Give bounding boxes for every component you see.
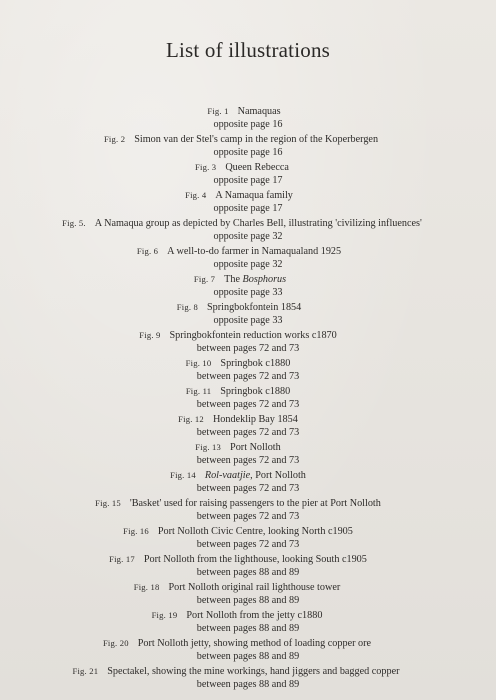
page-reference: between pages 72 and 73: [196, 343, 300, 354]
page-reference: opposite page 32: [213, 231, 283, 242]
figure-number: Fig. 19: [151, 610, 178, 620]
caption-italic-text: Rol-vaatjie: [204, 470, 251, 481]
list-item: [0, 580, 496, 608]
figure-number: Fig. 18: [133, 582, 160, 592]
caption-text: Springbokfontein 1854: [207, 302, 302, 313]
list-item: [0, 272, 496, 300]
figure-number: Fig. 10: [185, 358, 212, 368]
figure-number: Fig. 21: [72, 666, 99, 676]
list-item: [0, 384, 496, 412]
list-item: [0, 412, 496, 440]
page-reference: between pages 88 and 89: [196, 679, 300, 690]
list-item: [0, 524, 496, 552]
caption-line: [0, 244, 487, 258]
caption-text: The: [224, 274, 243, 285]
caption-line: [0, 356, 486, 370]
figure-number: Fig. 16: [123, 526, 149, 536]
caption-line: [0, 636, 485, 650]
list-item: [0, 468, 496, 496]
caption-line: [0, 188, 487, 202]
list-item: [0, 328, 496, 356]
caption-text: Port Nolloth original rail lighthouse tower: [168, 582, 341, 593]
caption-text: Springbok c1880: [220, 358, 291, 369]
caption-line: [0, 412, 486, 426]
list-item: [0, 132, 496, 160]
figure-number: Fig. 4: [185, 190, 207, 200]
list-item: [0, 496, 496, 524]
caption-line: [0, 132, 489, 146]
caption-text-suffix: , Port Nolloth: [250, 470, 306, 481]
caption-text: A Namaqua family: [215, 190, 293, 201]
caption-line: [0, 664, 484, 678]
page-reference: between pages 88 and 89: [196, 651, 300, 662]
list-item: [0, 244, 496, 272]
caption-line: [0, 496, 486, 510]
page-reference: between pages 72 and 73: [196, 371, 300, 382]
list-item: [0, 636, 496, 664]
page-reference: opposite page 16: [213, 147, 283, 158]
page-reference: between pages 72 and 73: [196, 427, 300, 438]
page-title: List of illustrations: [165, 38, 331, 62]
page-reference: opposite page 17: [213, 175, 283, 186]
caption-line: [0, 384, 486, 398]
list-item: [0, 160, 496, 188]
caption-text: Port Nolloth jetty, showing method of loading copper ore: [137, 638, 372, 649]
page-reference: between pages 72 and 73: [196, 483, 300, 494]
caption-line: [0, 104, 492, 118]
list-item: [0, 188, 496, 216]
caption-text: 'Basket' used for raising passengers to the pier at Port Nolloth: [129, 498, 381, 509]
page-reference: opposite page 33: [213, 315, 283, 326]
caption-text: Springbok c1880: [220, 386, 291, 397]
caption-italic-text: Bosphorus: [242, 274, 287, 285]
caption-text: Port Nolloth from the jetty c1880: [186, 610, 323, 621]
caption-text: Port Nolloth Civic Centre, looking North c1905: [157, 526, 353, 537]
caption-line: [0, 552, 486, 566]
figure-number: Fig. 1: [207, 106, 229, 116]
list-item: [0, 552, 496, 580]
page-reference: opposite page 17: [213, 203, 283, 214]
list-item: [0, 300, 496, 328]
page-reference: opposite page 32: [213, 259, 283, 270]
list-item: [0, 608, 496, 636]
illustrations-list: [0, 104, 496, 692]
page-reference: between pages 72 and 73: [196, 399, 300, 410]
figure-number: Fig. 7: [193, 274, 216, 284]
figure-number: Fig. 6: [136, 246, 159, 256]
page-reference: between pages 72 and 73: [196, 455, 300, 466]
caption-line: [0, 580, 485, 594]
figure-number: Fig. 12: [178, 414, 204, 424]
caption-line: [0, 272, 488, 286]
figure-number: Fig. 9: [139, 330, 161, 340]
figure-number: Fig. 8: [176, 302, 199, 312]
figure-number: Fig. 17: [109, 554, 135, 564]
caption-text: Springbokfontein reduction works c1870: [169, 330, 337, 341]
caption-text: A well-to-do farmer in Namaqualand 1925: [167, 246, 342, 257]
figure-number: Fig. 13: [195, 442, 222, 452]
caption-line: [0, 608, 485, 622]
caption-line: [0, 440, 486, 454]
caption-text: Queen Rebecca: [225, 162, 289, 173]
caption-line: [0, 328, 486, 342]
caption-line: [0, 160, 490, 174]
caption-line: [0, 468, 486, 482]
page-reference: between pages 88 and 89: [196, 567, 300, 578]
page-reference: opposite page 33: [213, 287, 283, 298]
caption-text: Hondeklip Bay 1854: [212, 414, 298, 425]
caption-text: Simon van der Stel's camp in the region of the Koperbergen: [134, 134, 379, 145]
figure-number: Fig. 15: [95, 498, 121, 508]
figure-number: Fig. 2: [103, 134, 126, 144]
caption-text: Namaquas: [237, 106, 281, 117]
caption-line: [0, 524, 486, 538]
caption-text: Spectakel, showing the mine workings, hand jiggers and bagged copper: [107, 666, 400, 677]
figure-number: Fig. 3: [195, 162, 217, 172]
figure-number: Fig. 11: [185, 386, 212, 396]
page-reference: between pages 88 and 89: [196, 595, 300, 606]
page-reference: between pages 72 and 73: [196, 539, 300, 550]
caption-text: Port Nolloth from the lighthouse, looking South c1905: [143, 554, 367, 565]
page-reference: between pages 72 and 73: [196, 511, 300, 522]
caption-line: [0, 300, 487, 314]
caption-text: Port Nolloth: [230, 442, 281, 453]
list-item: [0, 664, 496, 692]
list-item: [0, 440, 496, 468]
page-reference: opposite page 16: [213, 119, 283, 130]
figure-number: Fig. 14: [170, 470, 196, 480]
figure-number: Fig. 5.: [62, 218, 86, 228]
caption-line: [0, 216, 490, 230]
page-reference: between pages 88 and 89: [196, 623, 300, 634]
list-item: [0, 216, 496, 244]
caption-text: A Namaqua group as depicted by Charles Bell, illustrating 'civilizing influences': [94, 218, 422, 229]
figure-number: Fig. 20: [102, 638, 129, 648]
list-item: [0, 356, 496, 384]
list-item: [0, 104, 496, 132]
